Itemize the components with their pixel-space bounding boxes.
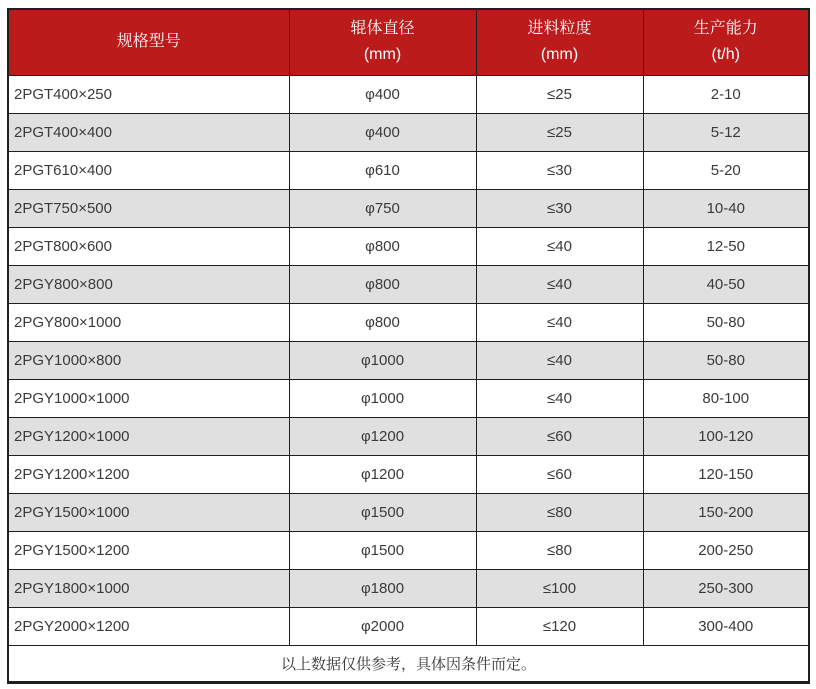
table-row [8,531,809,569]
model-cell: 2PGY1000×800 [8,341,289,379]
column-header-label: 规格型号 [116,33,181,51]
capacity-cell: 120-150 [643,455,809,493]
capacity-cell: 10-40 [643,189,809,227]
column-header-capacity [643,9,809,75]
capacity-cell: 12-50 [643,227,809,265]
footnote-text: 以上数据仅供参考，具体因条件而定。 [8,645,809,682]
model-cell: 2PGT400×400 [8,113,289,151]
table-footer [8,645,809,682]
diameter-cell: φ400 [289,113,476,151]
model-cell: 2PGT750×500 [8,189,289,227]
model-cell: 2PGY1500×1000 [8,493,289,531]
feed-size-cell: ≤40 [476,227,643,265]
column-header-unit: (t/h) [711,46,740,64]
capacity-cell: 5-12 [643,113,809,151]
table-row [8,607,809,645]
diameter-cell: φ1200 [289,417,476,455]
diameter-cell: φ800 [289,227,476,265]
feed-size-cell: ≤25 [476,75,643,113]
table-row [8,227,809,265]
column-header-model [8,9,289,75]
capacity-cell: 50-80 [643,303,809,341]
spec-table-body [8,75,809,645]
table-row [8,189,809,227]
capacity-cell: 300-400 [643,607,809,645]
table-header [8,9,809,75]
table-row [8,303,809,341]
column-header-feed-size [476,9,643,75]
column-header-unit: (mm) [363,46,402,64]
feed-size-cell: ≤120 [476,607,643,645]
diameter-cell: φ1200 [289,455,476,493]
feed-size-cell: ≤60 [476,417,643,455]
table-row [8,265,809,303]
table-row [8,455,809,493]
model-cell: 2PGY800×800 [8,265,289,303]
diameter-cell: φ750 [289,189,476,227]
capacity-cell: 150-200 [643,493,809,531]
feed-size-cell: ≤30 [476,151,643,189]
diameter-cell: φ800 [289,265,476,303]
feed-size-cell: ≤40 [476,341,643,379]
table-row [8,417,809,455]
diameter-cell: φ1000 [289,379,476,417]
feed-size-cell: ≤80 [476,493,643,531]
capacity-cell: 200-250 [643,531,809,569]
feed-size-cell: ≤80 [476,531,643,569]
feed-size-cell: ≤100 [476,569,643,607]
feed-size-cell: ≤60 [476,455,643,493]
model-cell: 2PGT800×600 [8,227,289,265]
roller-crusher-spec-table [7,8,810,684]
diameter-cell: φ1800 [289,569,476,607]
capacity-cell: 40-50 [643,265,809,303]
model-cell: 2PGT610×400 [8,151,289,189]
diameter-cell: φ1500 [289,493,476,531]
diameter-cell: φ610 [289,151,476,189]
capacity-cell: 5-20 [643,151,809,189]
column-header-unit: (mm) [540,46,579,64]
feed-size-cell: ≤30 [476,189,643,227]
table-row [8,493,809,531]
capacity-cell: 80-100 [643,379,809,417]
footnote-row [8,645,809,682]
model-cell: 2PGY1200×1200 [8,455,289,493]
column-header-label: 辊体直径 [350,20,415,38]
diameter-cell: φ800 [289,303,476,341]
model-cell: 2PGY2000×1200 [8,607,289,645]
capacity-cell: 50-80 [643,341,809,379]
feed-size-cell: ≤40 [476,265,643,303]
diameter-cell: φ1500 [289,531,476,569]
capacity-cell: 250-300 [643,569,809,607]
table-row [8,151,809,189]
table-row [8,75,809,113]
column-header-roller-diameter [289,9,476,75]
diameter-cell: φ400 [289,75,476,113]
header-row [8,9,809,75]
diameter-cell: φ2000 [289,607,476,645]
table-row [8,341,809,379]
feed-size-cell: ≤40 [476,303,643,341]
table-row [8,113,809,151]
model-cell: 2PGY1200×1000 [8,417,289,455]
model-cell: 2PGY1800×1000 [8,569,289,607]
capacity-cell: 2-10 [643,75,809,113]
feed-size-cell: ≤25 [476,113,643,151]
feed-size-cell: ≤40 [476,379,643,417]
model-cell: 2PGY1000×1000 [8,379,289,417]
model-cell: 2PGT400×250 [8,75,289,113]
capacity-cell: 100-120 [643,417,809,455]
model-cell: 2PGY800×1000 [8,303,289,341]
column-header-label: 生产能力 [693,20,758,38]
column-header-label: 进料粒度 [527,20,592,38]
table-row [8,569,809,607]
model-cell: 2PGY1500×1200 [8,531,289,569]
table-row [8,379,809,417]
diameter-cell: φ1000 [289,341,476,379]
